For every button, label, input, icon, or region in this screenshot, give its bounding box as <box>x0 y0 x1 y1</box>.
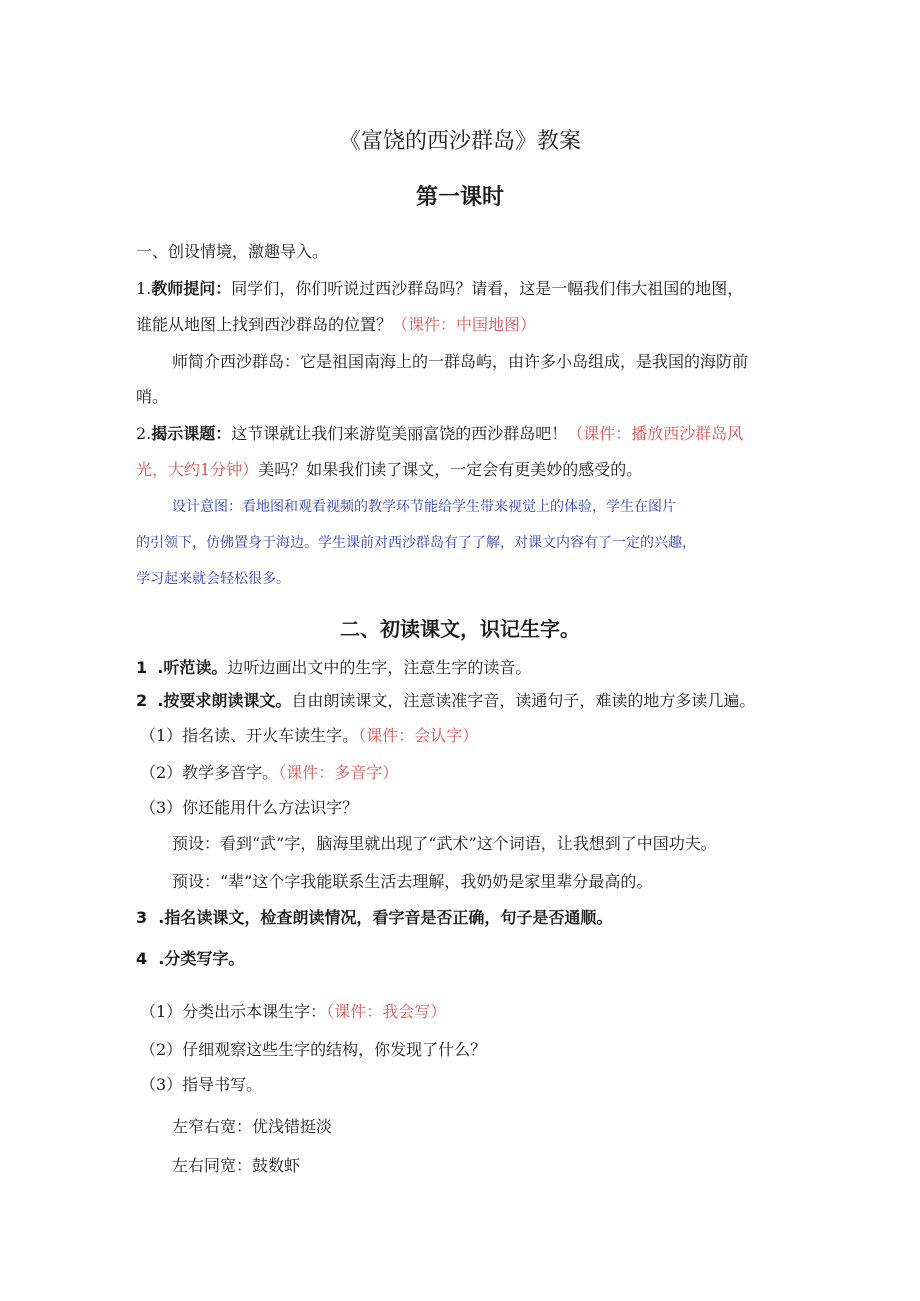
list-item-4 <box>136 947 244 971</box>
document-subtitle: 第一课时 <box>415 185 504 210</box>
item-label: .按要求朗读课文。 <box>157 691 292 710</box>
sub-item <box>140 1000 446 1024</box>
paragraph-reveal-topic <box>136 422 743 446</box>
item-text: 自由朗读课文，注意读准字音，读通句子，难读的地方多读几遍。 <box>291 691 756 710</box>
item-text: .指名读课文，检查朗读情况，看字音是否正确，句子是否通顺。 <box>158 908 613 927</box>
sub-item: （3）你还能用什么方法识字？ <box>140 798 359 817</box>
item-text: 边听边画出文中的生字，注意生字的读音。 <box>227 658 532 677</box>
item-number: 1. <box>136 279 152 298</box>
courseware-ref: （课件：会认字） <box>358 726 479 745</box>
item-label: 揭示课题： <box>151 424 232 443</box>
item-text: .分类写字。 <box>158 949 245 968</box>
item-number: 3 <box>136 908 148 927</box>
paragraph-teacher-question <box>136 277 743 301</box>
list-item-2 <box>136 689 755 713</box>
item-number: 1 <box>136 658 148 677</box>
item-text: 美吗？如果我们读了课文，一定会有更美妙的感受的。 <box>258 460 643 479</box>
sub-item <box>140 761 398 785</box>
courseware-ref: （课件：我会写） <box>326 1002 447 1021</box>
section-heading-2: 二、初读课文，识记生字。 <box>340 617 580 641</box>
courseware-ref: （课件：播放西沙群岛风 <box>567 424 744 443</box>
sub-item: （2）仔细观察这些生字的结构，你发现了什么？ <box>140 1040 487 1059</box>
item-text: （1）指名读、开火车读生字。 <box>140 726 359 745</box>
item-number: 2 <box>136 691 148 710</box>
paragraph-teacher-question-cont <box>136 313 536 337</box>
paragraph-intro-cont: 哨。 <box>136 387 169 406</box>
paragraph-intro: 师简介西沙群岛：它是祖国南海上的一群岛屿，由许多小岛组成，是我国的海防前 <box>172 352 749 371</box>
list-item-3 <box>136 906 612 930</box>
item-number: 4 <box>136 949 148 968</box>
preset-answer: 预设：看到“武”字，脑海里就出现了“武术”这个词语，让我想到了中国功夫。 <box>172 834 717 853</box>
item-number: 2. <box>136 424 152 443</box>
list-item-1 <box>136 656 531 680</box>
item-text: 同学们，你们听说过西沙群岛吗？请看，这是一幅我们伟大祖国的地图， <box>231 279 744 298</box>
item-text: （1）分类出示本课生字： <box>140 1002 327 1021</box>
sub-item: （3）指导书写。 <box>140 1075 263 1094</box>
writing-group: 左右同宽：鼓数虾 <box>172 1156 301 1175</box>
item-label: .听范读。 <box>157 658 228 677</box>
preset-answer: 预设：“辈”这个字我能联系生活去理解，我奶奶是家里辈分最高的。 <box>172 872 653 891</box>
section-heading-1: 一、创设情境，激趣导入。 <box>136 242 329 261</box>
item-text: 谁能从地图上找到西沙群岛的位置？ <box>136 315 393 334</box>
document-title: 《富饶的西沙群岛》教案 <box>338 129 581 154</box>
courseware-ref: 光，大约1分钟） <box>136 460 259 479</box>
item-text: （2）教学多音字。 <box>140 763 279 782</box>
courseware-ref: （课件：多音字） <box>278 763 399 782</box>
item-text: 这节课就让我们来游览美丽富饶的西沙群岛吧！ <box>231 424 568 443</box>
item-label: 教师提问： <box>151 279 232 298</box>
design-intent: 设计意图：看地图和观看视频的教学环节能给学生带来视觉上的体验，学生在图片 <box>172 499 676 515</box>
design-intent-cont: 的引领下，仿佛置身于海边。学生课前对西沙群岛有了了解，对课文内容有了一定的兴趣， <box>136 535 696 551</box>
design-intent-end: 学习起来就会轻松很多。 <box>136 571 290 587</box>
courseware-ref: （课件：中国地图） <box>392 315 537 334</box>
writing-group: 左窄右宽：优浅错挺淡 <box>172 1117 333 1136</box>
paragraph-reveal-topic-cont <box>136 458 642 482</box>
sub-item <box>140 724 478 748</box>
